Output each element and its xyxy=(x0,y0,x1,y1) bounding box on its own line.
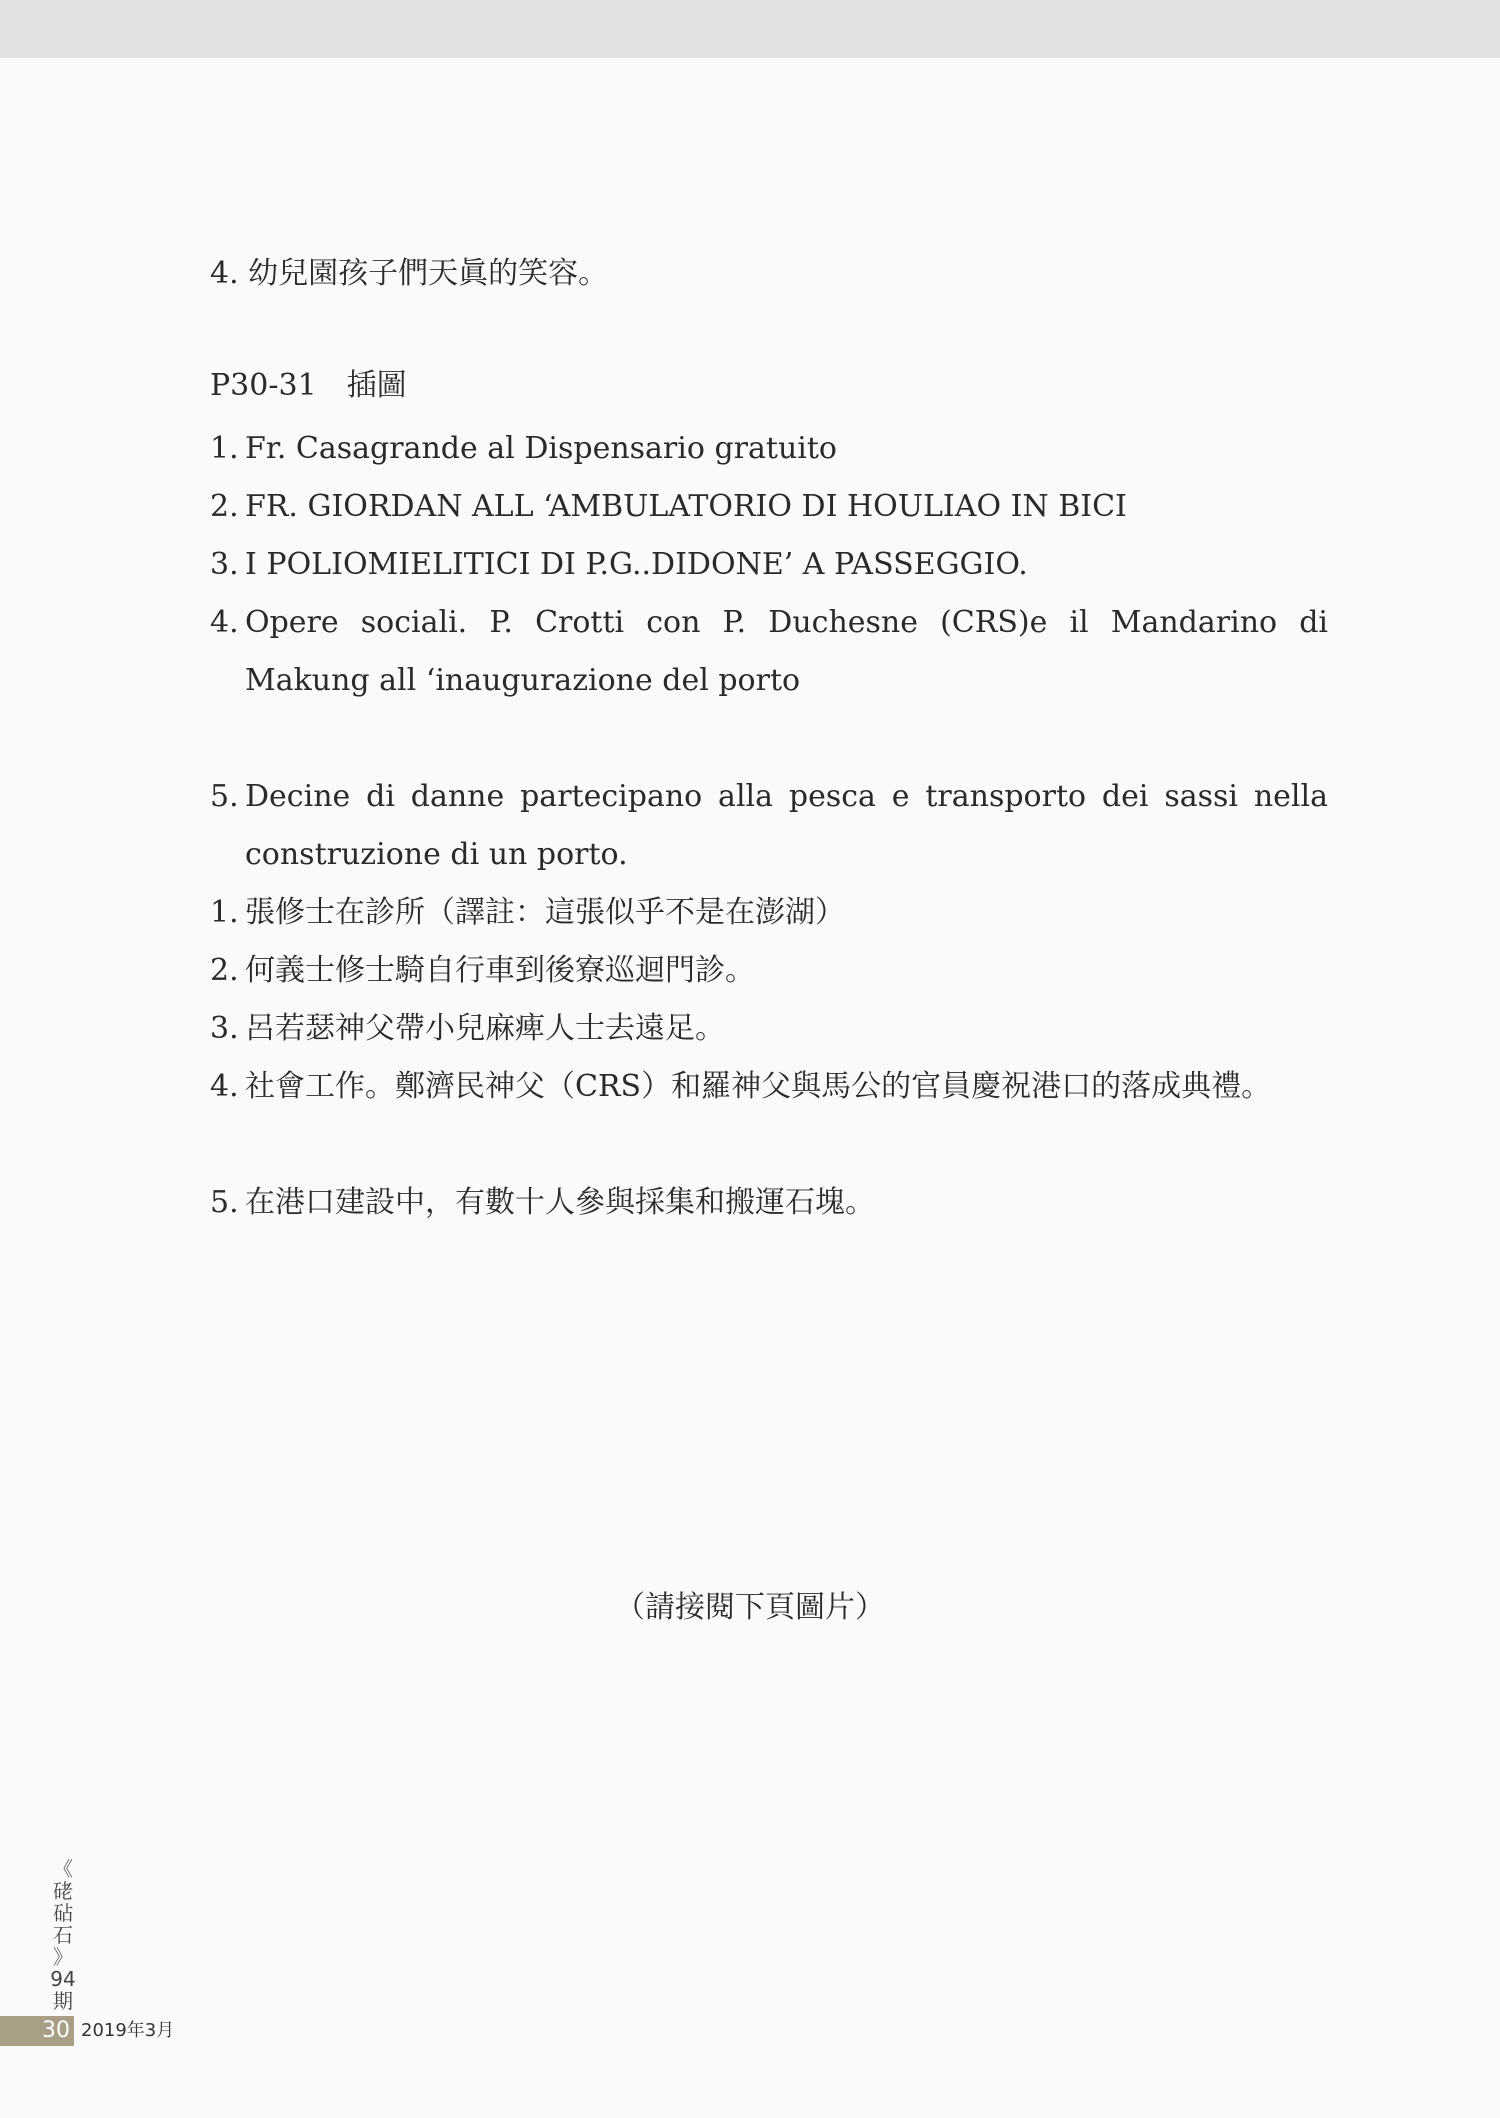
item-number: 4. xyxy=(210,1069,239,1104)
item-text: Fr. Casagrande al Dispensario gratuito xyxy=(245,431,837,466)
item-number: 2. xyxy=(210,489,239,524)
scan-top-band xyxy=(0,0,1500,58)
item-number: 4. xyxy=(210,605,239,640)
publication-issue-char: 期 xyxy=(53,1989,73,2013)
publication-issue: 94 xyxy=(50,1967,76,1991)
page-number: 30 xyxy=(0,2016,74,2046)
publication-title xyxy=(50,1858,76,2012)
publication-title-char: 硓 xyxy=(53,1879,73,1903)
item-text: I POLIOMIELITICI DI P.G..DIDONE’ A PASSEGGIO. xyxy=(245,547,1028,582)
item-number: 5. xyxy=(210,1185,239,1220)
item-number: 1. xyxy=(210,431,239,466)
item-number: 1. xyxy=(210,895,239,930)
item-text: FR. GIORDAN ALL ‘AMBULATORIO DI HOULIAO IN BICI xyxy=(245,489,1127,524)
section-heading: P30-31 插圖 xyxy=(210,368,407,403)
item-number: 2. xyxy=(210,953,239,988)
item-text: 何義士修士騎自行車到後寮巡迴門診。 xyxy=(245,953,755,988)
italian-item-4 xyxy=(210,594,1328,710)
chinese-item-5 xyxy=(210,1174,1328,1232)
chinese-item-2 xyxy=(210,942,1328,1000)
italian-item-3 xyxy=(210,536,1328,594)
italian-item-5 xyxy=(210,768,1328,884)
item-number: 3. xyxy=(210,547,239,582)
chinese-item-1 xyxy=(210,884,1328,942)
publication-title-char: 砧 xyxy=(53,1901,73,1925)
issue-date: 2019年3月 xyxy=(81,2020,175,2041)
document-page xyxy=(0,58,1500,2118)
italian-item-1 xyxy=(210,420,1328,478)
publication-title-char: 》 xyxy=(53,1945,73,1969)
item-text: Decine di danne partecipano alla pesca e transporto dei sassi nella construzione di un porto. xyxy=(245,779,1328,872)
item-text: 在港口建設中，有數十人參與採集和搬運石塊。 xyxy=(245,1185,875,1220)
item-number: 3. xyxy=(210,1011,239,1046)
continue-note: （請接閱下頁圖片） xyxy=(615,1590,885,1625)
intro-item: 4. 幼兒園孩子們天眞的笑容。 xyxy=(210,256,609,291)
item-text: 呂若瑟神父帶小兒麻痺人士去遠足。 xyxy=(245,1011,725,1046)
italian-item-2 xyxy=(210,478,1328,536)
item-text: Opere sociali. P. Crotti con P. Duchesne (CRS)e il Mandarino di Makung all ‘inaugurazione del porto xyxy=(245,605,1328,698)
item-number: 5. xyxy=(210,779,239,814)
item-text: 社會工作。鄭濟民神父（CRS）和羅神父與馬公的官員慶祝港口的落成典禮。 xyxy=(245,1069,1272,1104)
publication-title-char: 石 xyxy=(53,1923,73,1947)
item-text: 張修士在診所（譯註：這張似乎不是在澎湖） xyxy=(245,895,845,930)
chinese-item-4 xyxy=(210,1058,1328,1116)
chinese-item-3 xyxy=(210,1000,1328,1058)
publication-title-char: 《 xyxy=(53,1857,73,1881)
